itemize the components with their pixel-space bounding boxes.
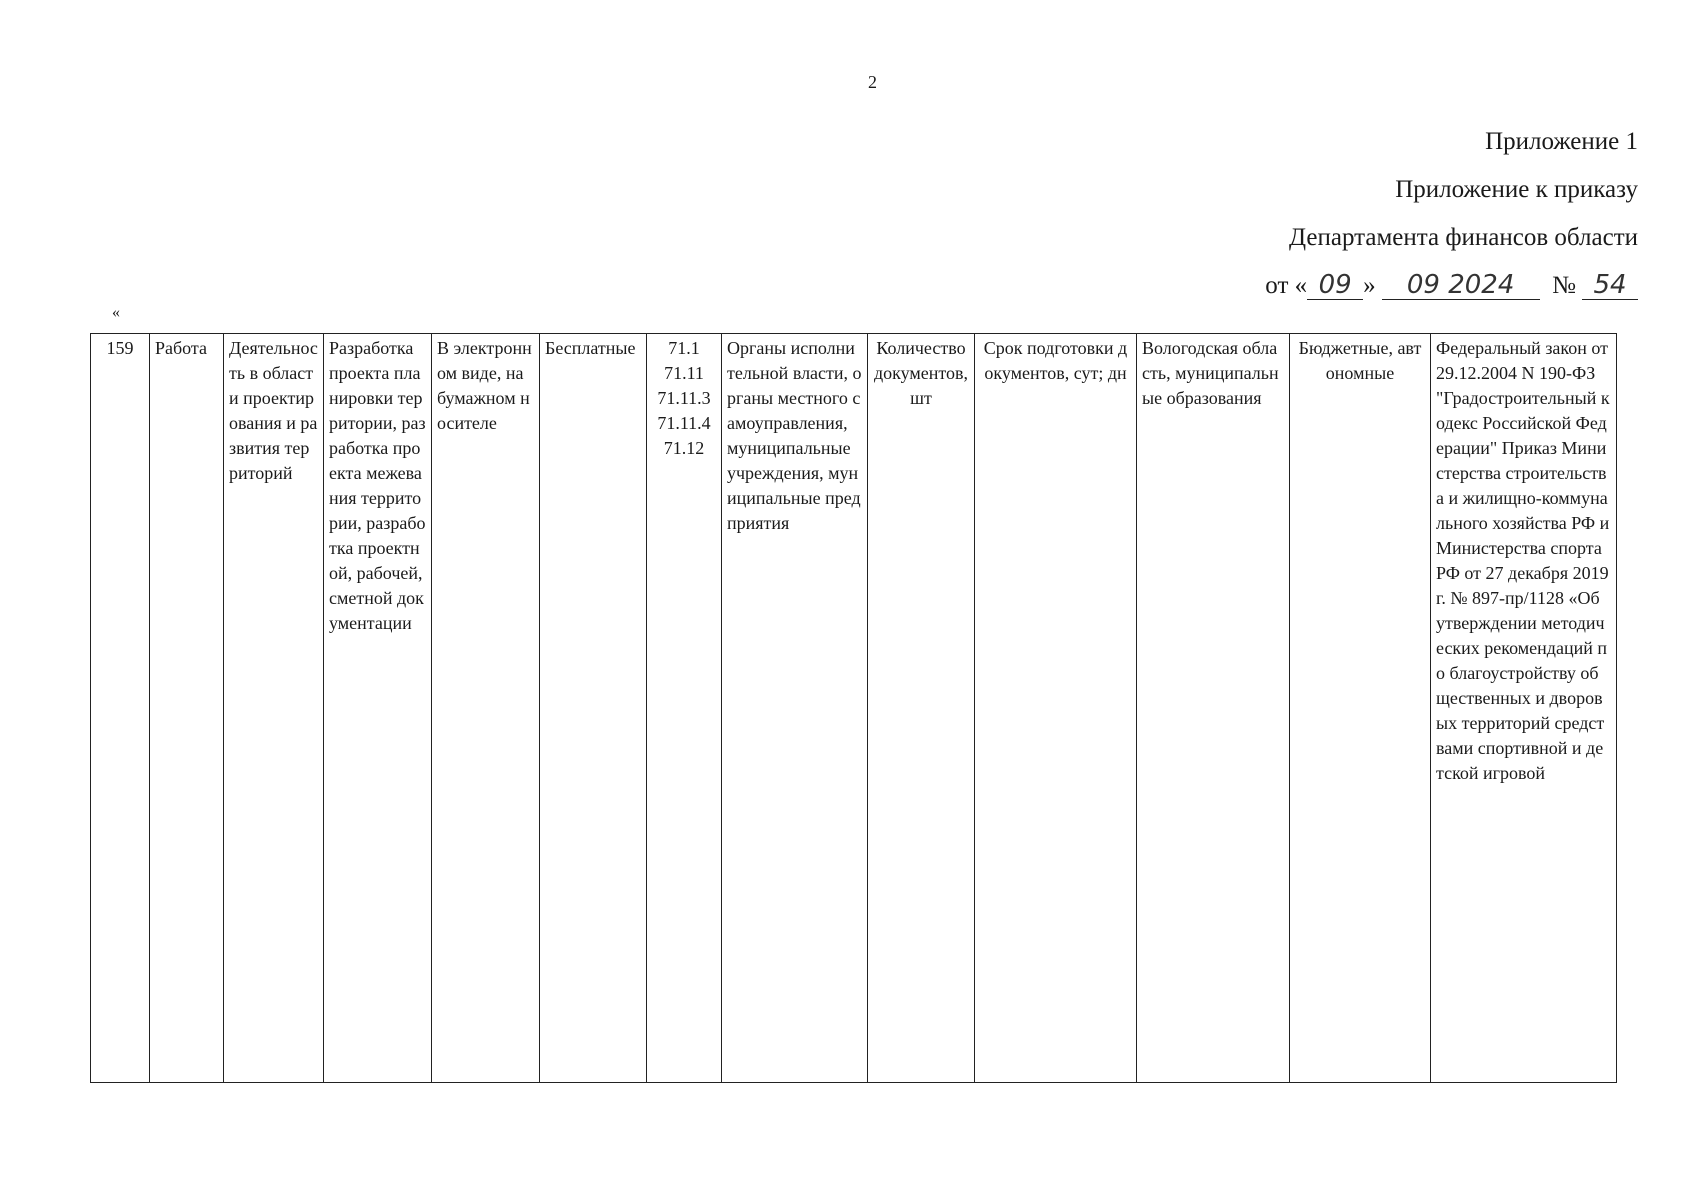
cell-activity: Деятельность в области проектирования и развития территорий [224,334,324,1083]
order-date: 09 2024 [1382,271,1540,300]
cell-payment: Бесплатные [540,334,647,1083]
cell-content: Разработка проекта планировки территории, разработка проекта межевания территории, разработка проектной, рабочей, сметной документации [324,334,432,1083]
table-row [91,334,1617,1083]
department-name: Департамента финансов области [1289,224,1638,251]
order-line [1265,262,1638,310]
cell-consumers: Органы исполнительной власти, органы местного самоуправления, муниципальные учреждения, муниципальные предприятия [722,334,868,1083]
cell-type: Работа [150,334,224,1083]
cell-form: В электронном виде, на бумажном носителе [432,334,540,1083]
register-table [90,333,1617,1083]
order-day: 09 [1307,271,1363,300]
page-number: 2 [868,72,877,92]
cell-okved: 71.1 71.11 71.11.3 71.11.4 71.12 [647,334,722,1083]
order-mid: » [1363,272,1376,299]
cell-quality-indicator: Срок подготовки документов, сут; дн [975,334,1137,1083]
cell-territory: Вологодская область, муниципальные образования [1137,334,1290,1083]
cell-volume-indicator: Количество документов, шт [868,334,975,1083]
order-number-label: № [1552,272,1576,299]
order-prefix: от « [1265,272,1308,299]
cell-legal-basis: Федеральный закон от 29.12.2004 N 190-ФЗ "Градостроительный кодекс Российской Федерации" Приказ Министерства строительства и жилищно-коммунального хозяйства РФ и Министерства спорта РФ от 27 декабря 2019 г. № 897-пр/1128 «Об утверждении методических рекомендаций по благоустройству общественных и дворовых территорий средствами спортивной и детской игровой [1431,334,1617,1083]
appendix-header [1265,118,1638,310]
row-number: 159 [91,334,150,1083]
appendix-subtitle: Приложение к приказу [1395,176,1638,203]
cell-institution-type: Бюджетные, автономные [1290,334,1431,1083]
appendix-title: Приложение 1 [1485,128,1638,155]
order-number: 54 [1582,271,1638,300]
open-quote: « [112,304,120,321]
